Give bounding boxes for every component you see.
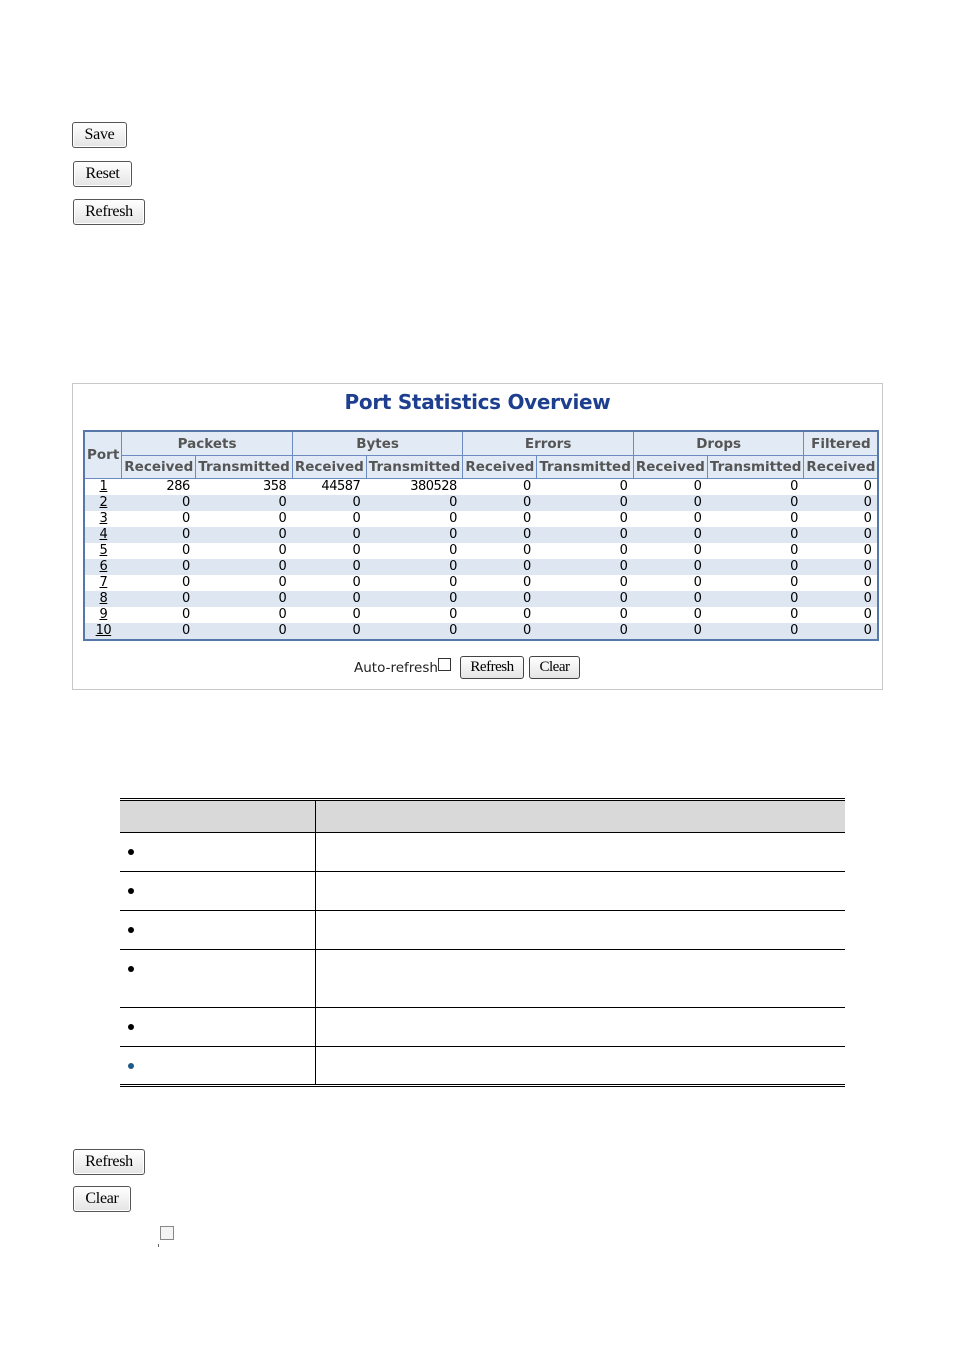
- stat-cell: 0: [366, 511, 463, 527]
- stat-cell: 0: [292, 623, 366, 640]
- table-row: [84, 575, 878, 591]
- stat-cell: 0: [292, 591, 366, 607]
- stat-cell: 0: [122, 527, 196, 543]
- stat-cell: 0: [707, 575, 804, 591]
- stat-cell: 0: [196, 575, 293, 591]
- stat-cell: 0: [633, 495, 707, 511]
- stat-cell: 0: [196, 495, 293, 511]
- stat-cell: 0: [292, 607, 366, 623]
- stat-cell: 0: [707, 511, 804, 527]
- auto-refresh-label: Auto-refresh: [354, 660, 438, 676]
- description-row: [120, 1047, 316, 1086]
- table-row: [84, 543, 878, 559]
- stat-cell: 0: [537, 575, 634, 591]
- description-row: [120, 833, 316, 872]
- stat-cell: 0: [122, 623, 196, 640]
- stat-cell: 0: [196, 623, 293, 640]
- stat-cell: 0: [366, 559, 463, 575]
- stat-cell: 0: [633, 623, 707, 640]
- bullet-icon: [128, 849, 134, 855]
- port-link[interactable]: 1: [99, 479, 108, 494]
- port-link[interactable]: 10: [95, 623, 112, 638]
- port-cell: [84, 479, 122, 496]
- subheader-errors-received: Received: [463, 456, 537, 479]
- port-cell: [84, 527, 122, 543]
- stat-cell: 0: [633, 575, 707, 591]
- description-cell: [316, 950, 846, 1008]
- stat-cell: 0: [463, 623, 537, 640]
- stat-cell: 0: [122, 495, 196, 511]
- description-row: [120, 911, 316, 950]
- port-link[interactable]: 2: [99, 495, 108, 510]
- stat-cell: 0: [366, 495, 463, 511]
- port-link[interactable]: 3: [99, 511, 108, 526]
- stat-cell: 0: [292, 575, 366, 591]
- stat-cell: 0: [537, 559, 634, 575]
- stat-cell: 44587: [292, 479, 366, 496]
- stat-cell: 0: [633, 479, 707, 496]
- port-link[interactable]: 8: [99, 591, 108, 606]
- stat-cell: 0: [633, 527, 707, 543]
- stat-cell: 0: [537, 591, 634, 607]
- description-cell: [316, 911, 846, 950]
- stat-cell: 0: [707, 479, 804, 496]
- port-rows: [84, 479, 878, 641]
- stat-cell: 0: [537, 607, 634, 623]
- stat-cell: 0: [463, 479, 537, 496]
- stat-cell: 0: [804, 527, 878, 543]
- port-link[interactable]: 5: [99, 543, 108, 558]
- port-cell: [84, 575, 122, 591]
- description-cell: [316, 1008, 846, 1047]
- bullet-icon: [128, 966, 134, 972]
- stat-cell: 0: [463, 575, 537, 591]
- save-button[interactable]: Save: [72, 122, 127, 148]
- description-row: [120, 872, 316, 911]
- port-statistics-table: [83, 430, 879, 641]
- stat-cell: 0: [366, 575, 463, 591]
- stat-cell: 0: [707, 607, 804, 623]
- stat-cell: 0: [196, 527, 293, 543]
- header-port: Port: [84, 431, 122, 479]
- stat-cell: 0: [537, 543, 634, 559]
- stat-cell: 0: [804, 495, 878, 511]
- description-cell: [316, 872, 846, 911]
- stat-cell: 0: [196, 559, 293, 575]
- header-errors: Errors: [463, 431, 634, 456]
- panel-refresh-button[interactable]: Refresh: [460, 656, 524, 679]
- reset-button[interactable]: Reset: [73, 161, 132, 187]
- panel-clear-button[interactable]: Clear: [529, 656, 580, 679]
- stat-cell: 0: [707, 527, 804, 543]
- stat-cell: 0: [633, 511, 707, 527]
- description-table: [120, 798, 845, 1087]
- stat-cell: 0: [633, 559, 707, 575]
- stat-cell: 0: [707, 559, 804, 575]
- stat-cell: 0: [804, 559, 878, 575]
- description-row: [120, 1008, 316, 1047]
- stat-cell: 0: [196, 543, 293, 559]
- bullet-icon: [128, 888, 134, 894]
- subheader-drops-transmitted: Transmitted: [707, 456, 804, 479]
- description-cell: [316, 1047, 846, 1086]
- stat-cell: 0: [707, 495, 804, 511]
- port-cell: [84, 591, 122, 607]
- clear-button-bottom[interactable]: Clear: [73, 1186, 131, 1212]
- stat-cell: 0: [122, 575, 196, 591]
- stat-cell: 0: [366, 527, 463, 543]
- table-row: [84, 511, 878, 527]
- subheader-bytes-received: Received: [292, 456, 366, 479]
- port-cell: [84, 559, 122, 575]
- port-cell: [84, 623, 122, 640]
- auto-refresh-checkbox[interactable]: [438, 658, 451, 671]
- stat-cell: 0: [804, 591, 878, 607]
- stat-cell: 0: [292, 559, 366, 575]
- subheader-errors-transmitted: Transmitted: [537, 456, 634, 479]
- stat-cell: 0: [463, 559, 537, 575]
- stat-cell: 0: [292, 495, 366, 511]
- stat-cell: 0: [122, 607, 196, 623]
- stat-cell: 286: [122, 479, 196, 496]
- stat-cell: 0: [196, 607, 293, 623]
- stat-cell: 0: [122, 591, 196, 607]
- table-row: [84, 479, 878, 496]
- header-bytes: Bytes: [292, 431, 463, 456]
- description-header-object: [120, 800, 316, 833]
- header-packets: Packets: [122, 431, 293, 456]
- header-filtered: Filtered: [804, 431, 878, 456]
- stat-cell: 358: [196, 479, 293, 496]
- port-link[interactable]: 4: [99, 527, 108, 542]
- stat-cell: 0: [366, 607, 463, 623]
- port-cell: [84, 543, 122, 559]
- stat-cell: 0: [463, 511, 537, 527]
- port-link[interactable]: 7: [99, 575, 108, 590]
- description-cell: [316, 833, 846, 872]
- stat-cell: 0: [292, 527, 366, 543]
- stat-cell: 0: [463, 527, 537, 543]
- stat-cell: 0: [537, 527, 634, 543]
- table-row: [84, 559, 878, 575]
- stat-cell: 380528: [366, 479, 463, 496]
- stat-cell: 0: [804, 623, 878, 640]
- port-link[interactable]: 6: [99, 559, 108, 574]
- stat-cell: 0: [292, 543, 366, 559]
- stat-cell: 0: [633, 607, 707, 623]
- stat-cell: 0: [463, 495, 537, 511]
- subheader-packets-transmitted: Transmitted: [196, 456, 293, 479]
- table-row: [84, 591, 878, 607]
- stat-cell: 0: [196, 511, 293, 527]
- port-statistics-panel: [72, 383, 883, 690]
- subheader-filtered-received: Received: [804, 456, 878, 479]
- subheader-bytes-transmitted: Transmitted: [366, 456, 463, 479]
- port-cell: [84, 495, 122, 511]
- subheader-packets-received: Received: [122, 456, 196, 479]
- auto-refresh-checkbox-icon: [160, 1226, 174, 1240]
- stat-cell: 0: [537, 495, 634, 511]
- stat-cell: 0: [366, 543, 463, 559]
- bullet-icon: [128, 927, 134, 933]
- stat-cell: 0: [804, 479, 878, 496]
- tick-mark: [158, 1244, 159, 1247]
- stat-cell: 0: [804, 543, 878, 559]
- bullet-icon: [128, 1063, 134, 1069]
- stat-cell: 0: [633, 543, 707, 559]
- table-row: [84, 623, 878, 640]
- stat-cell: 0: [122, 559, 196, 575]
- panel-title: Port Statistics Overview: [344, 390, 611, 414]
- stat-cell: 0: [707, 591, 804, 607]
- stat-cell: 0: [122, 543, 196, 559]
- table-row: [84, 495, 878, 511]
- stat-cell: 0: [463, 607, 537, 623]
- stat-cell: 0: [537, 511, 634, 527]
- port-link[interactable]: 9: [99, 607, 108, 622]
- stat-cell: 0: [537, 623, 634, 640]
- subheader-drops-received: Received: [633, 456, 707, 479]
- bullet-icon: [128, 1024, 134, 1030]
- port-cell: [84, 607, 122, 623]
- description-header-description: [316, 800, 846, 833]
- stat-cell: 0: [122, 511, 196, 527]
- header-drops: Drops: [633, 431, 804, 456]
- table-row: [84, 527, 878, 543]
- stat-cell: 0: [633, 591, 707, 607]
- stat-cell: 0: [537, 479, 634, 496]
- stat-cell: 0: [366, 623, 463, 640]
- stat-cell: 0: [707, 543, 804, 559]
- refresh-button[interactable]: Refresh: [73, 199, 145, 225]
- stat-cell: 0: [804, 511, 878, 527]
- stat-cell: 0: [366, 591, 463, 607]
- stat-cell: 0: [707, 623, 804, 640]
- table-row: [84, 607, 878, 623]
- stat-cell: 0: [463, 543, 537, 559]
- panel-controls: [73, 656, 882, 682]
- description-row: [120, 950, 316, 1008]
- stat-cell: 0: [196, 591, 293, 607]
- stat-cell: 0: [804, 575, 878, 591]
- stat-cell: 0: [463, 591, 537, 607]
- port-cell: [84, 511, 122, 527]
- stat-cell: 0: [804, 607, 878, 623]
- refresh-button-bottom[interactable]: Refresh: [73, 1149, 145, 1175]
- stat-cell: 0: [292, 511, 366, 527]
